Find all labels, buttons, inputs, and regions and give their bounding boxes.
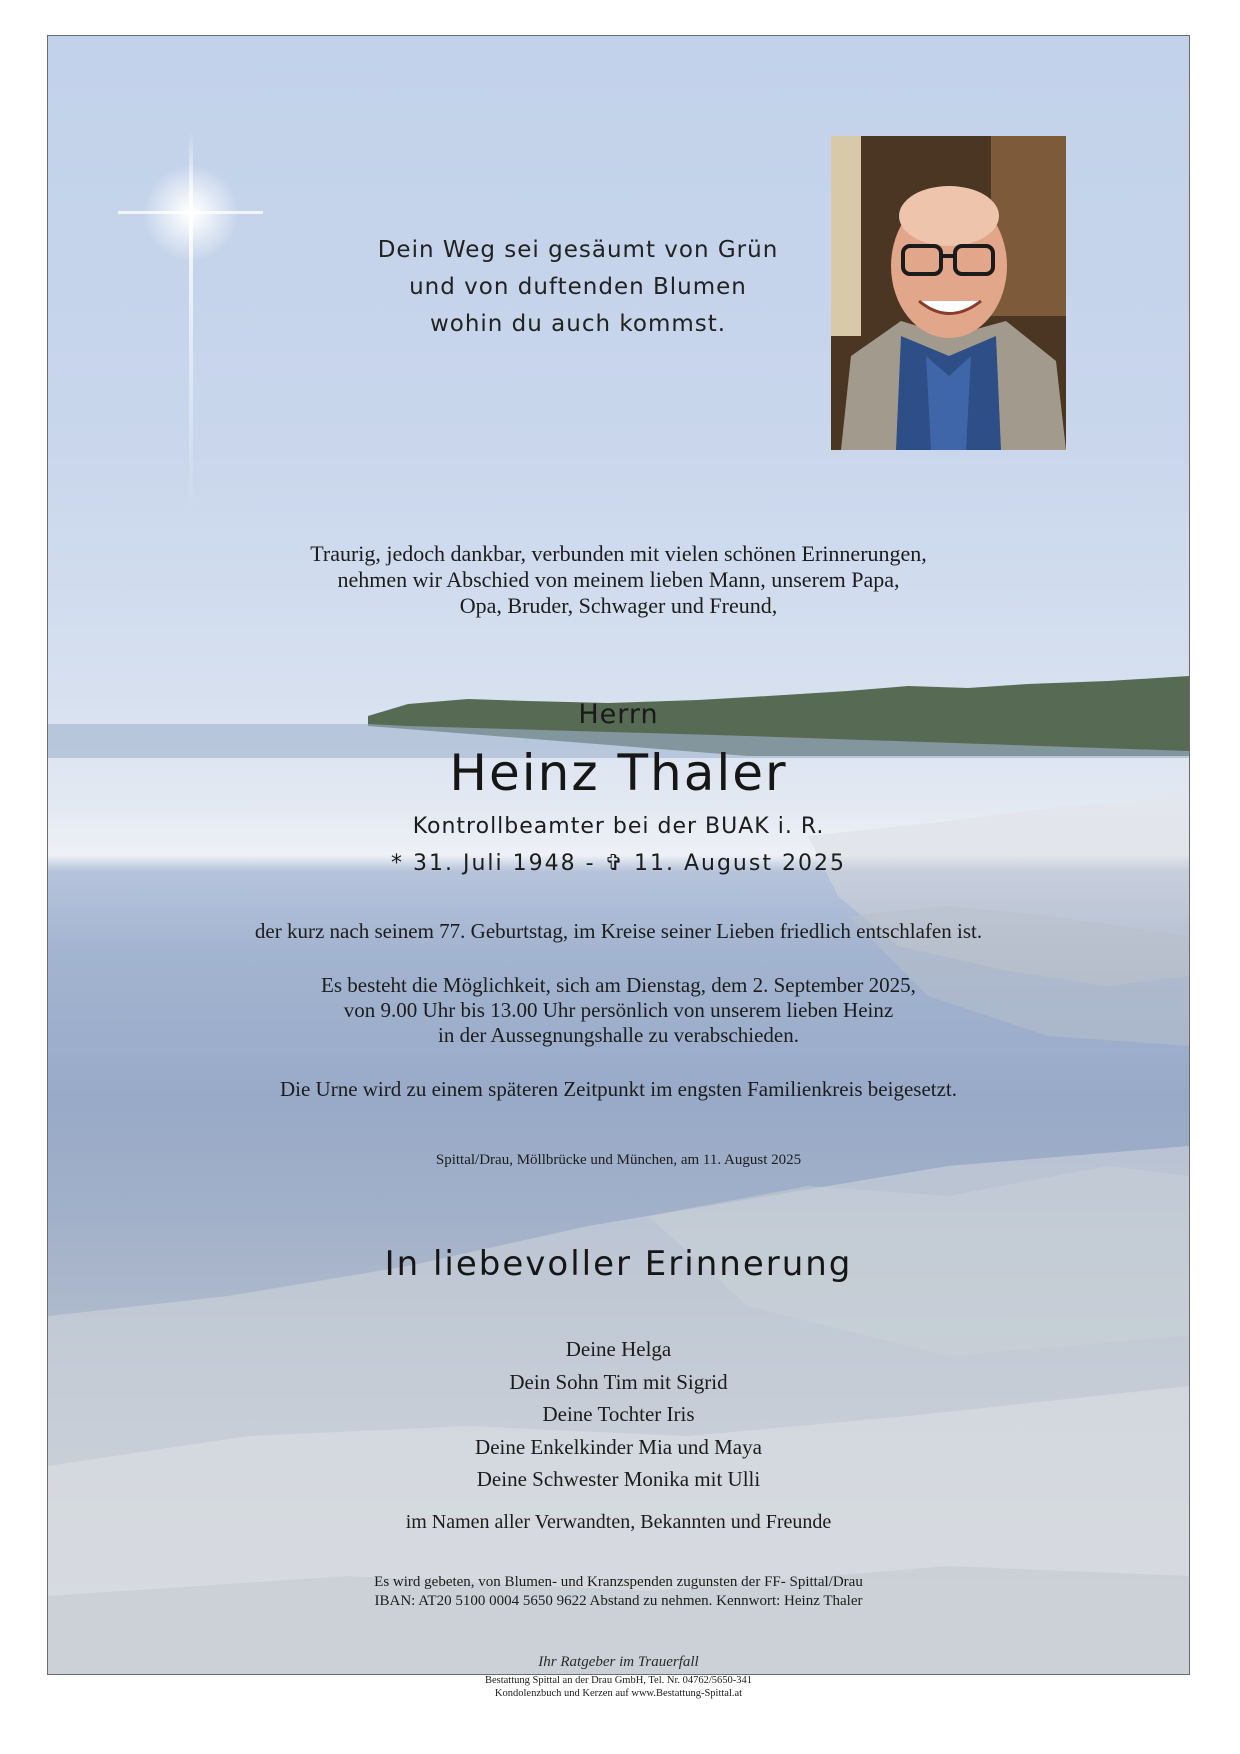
salutation: Herrn	[578, 699, 659, 730]
survivor-item: Deine Tochter Iris	[542, 1402, 695, 1426]
footer-website: Kondolenzbuch und Kerzen auf www.Bestattung-Spittal.at	[494, 1688, 743, 1699]
footer-company: Bestattung Spittal an der Drau GmbH, Tel. Nr. 04762/5650-341	[484, 1675, 753, 1686]
life-dates: * 31. Juli 1948 - ✞ 11. August 2025	[391, 851, 846, 876]
portrait-photo	[831, 136, 1066, 450]
closing-text: im Namen aller Verwandten, Bekannten und Freunde	[405, 1511, 832, 1533]
intro-text	[48, 541, 1189, 619]
urn-text: Die Urne wird zu einem späteren Zeitpunkt im engsten Familienkreis beigesetzt.	[279, 1077, 958, 1101]
parte-card	[47, 35, 1190, 1699]
deceased-name: Heinz Thaler	[449, 744, 788, 802]
poem	[298, 232, 858, 343]
farewell-line-3: in der Aussegnungshalle zu verabschieden.	[438, 1023, 799, 1047]
farewell-line-2: von 9.00 Uhr bis 13.00 Uhr persönlich von unserem lieben Heinz	[343, 998, 894, 1022]
poem-line-1: Dein Weg sei gesäumt von Grün	[377, 237, 779, 263]
footer-info	[48, 1674, 1189, 1700]
intro-line-2: nehmen wir Abschied von meinem lieben Mann, unserem Papa,	[337, 567, 900, 592]
place-date: Spittal/Drau, Möllbrücke und München, am 11. August 2025	[435, 1152, 802, 1168]
farewell-text	[48, 973, 1189, 1048]
donation-line-2: IBAN: AT20 5100 0004 5650 9622 Abstand zu nehmen. Kennwort: Heinz Thaler	[374, 1593, 863, 1609]
survivor-item: Deine Helga	[565, 1337, 672, 1361]
survivors-list	[48, 1333, 1189, 1496]
star-glow-icon	[118, 131, 263, 511]
survivor-item: Deine Schwester Monika mit Ulli	[476, 1467, 761, 1491]
survivor-item: Deine Enkelkinder Mia und Maya	[475, 1434, 762, 1459]
passing-text: der kurz nach seinem 77. Geburtstag, im Kreise seiner Lieben friedlich entschlafen ist.	[254, 919, 983, 943]
farewell-line-1: Es besteht die Möglichkeit, sich am Dienstag, dem 2. September 2025,	[321, 973, 916, 997]
intro-line-3: Opa, Bruder, Schwager und Freund,	[459, 593, 778, 618]
donation-line-1: Es wird gebeten, von Blumen- und Kranzspenden zugunsten der FF- Spittal/Drau	[374, 1574, 863, 1590]
occupation: Kontrollbeamter bei der BUAK i. R.	[412, 814, 825, 839]
survivor-item: Dein Sohn Tim mit Sigrid	[509, 1369, 728, 1394]
poem-line-2: und von duftenden Blumen	[409, 274, 747, 300]
poem-line-3: wohin du auch kommst.	[429, 311, 727, 337]
intro-line-1: Traurig, jedoch dankbar, verbunden mit vielen schönen Erinnerungen,	[310, 541, 927, 566]
portrait-figure	[831, 136, 1066, 450]
donation-note	[48, 1573, 1189, 1611]
footer-tagline: Ihr Ratgeber im Trauerfall	[538, 1654, 699, 1670]
memory-heading: In liebevoller Erinnerung	[384, 1244, 853, 1284]
